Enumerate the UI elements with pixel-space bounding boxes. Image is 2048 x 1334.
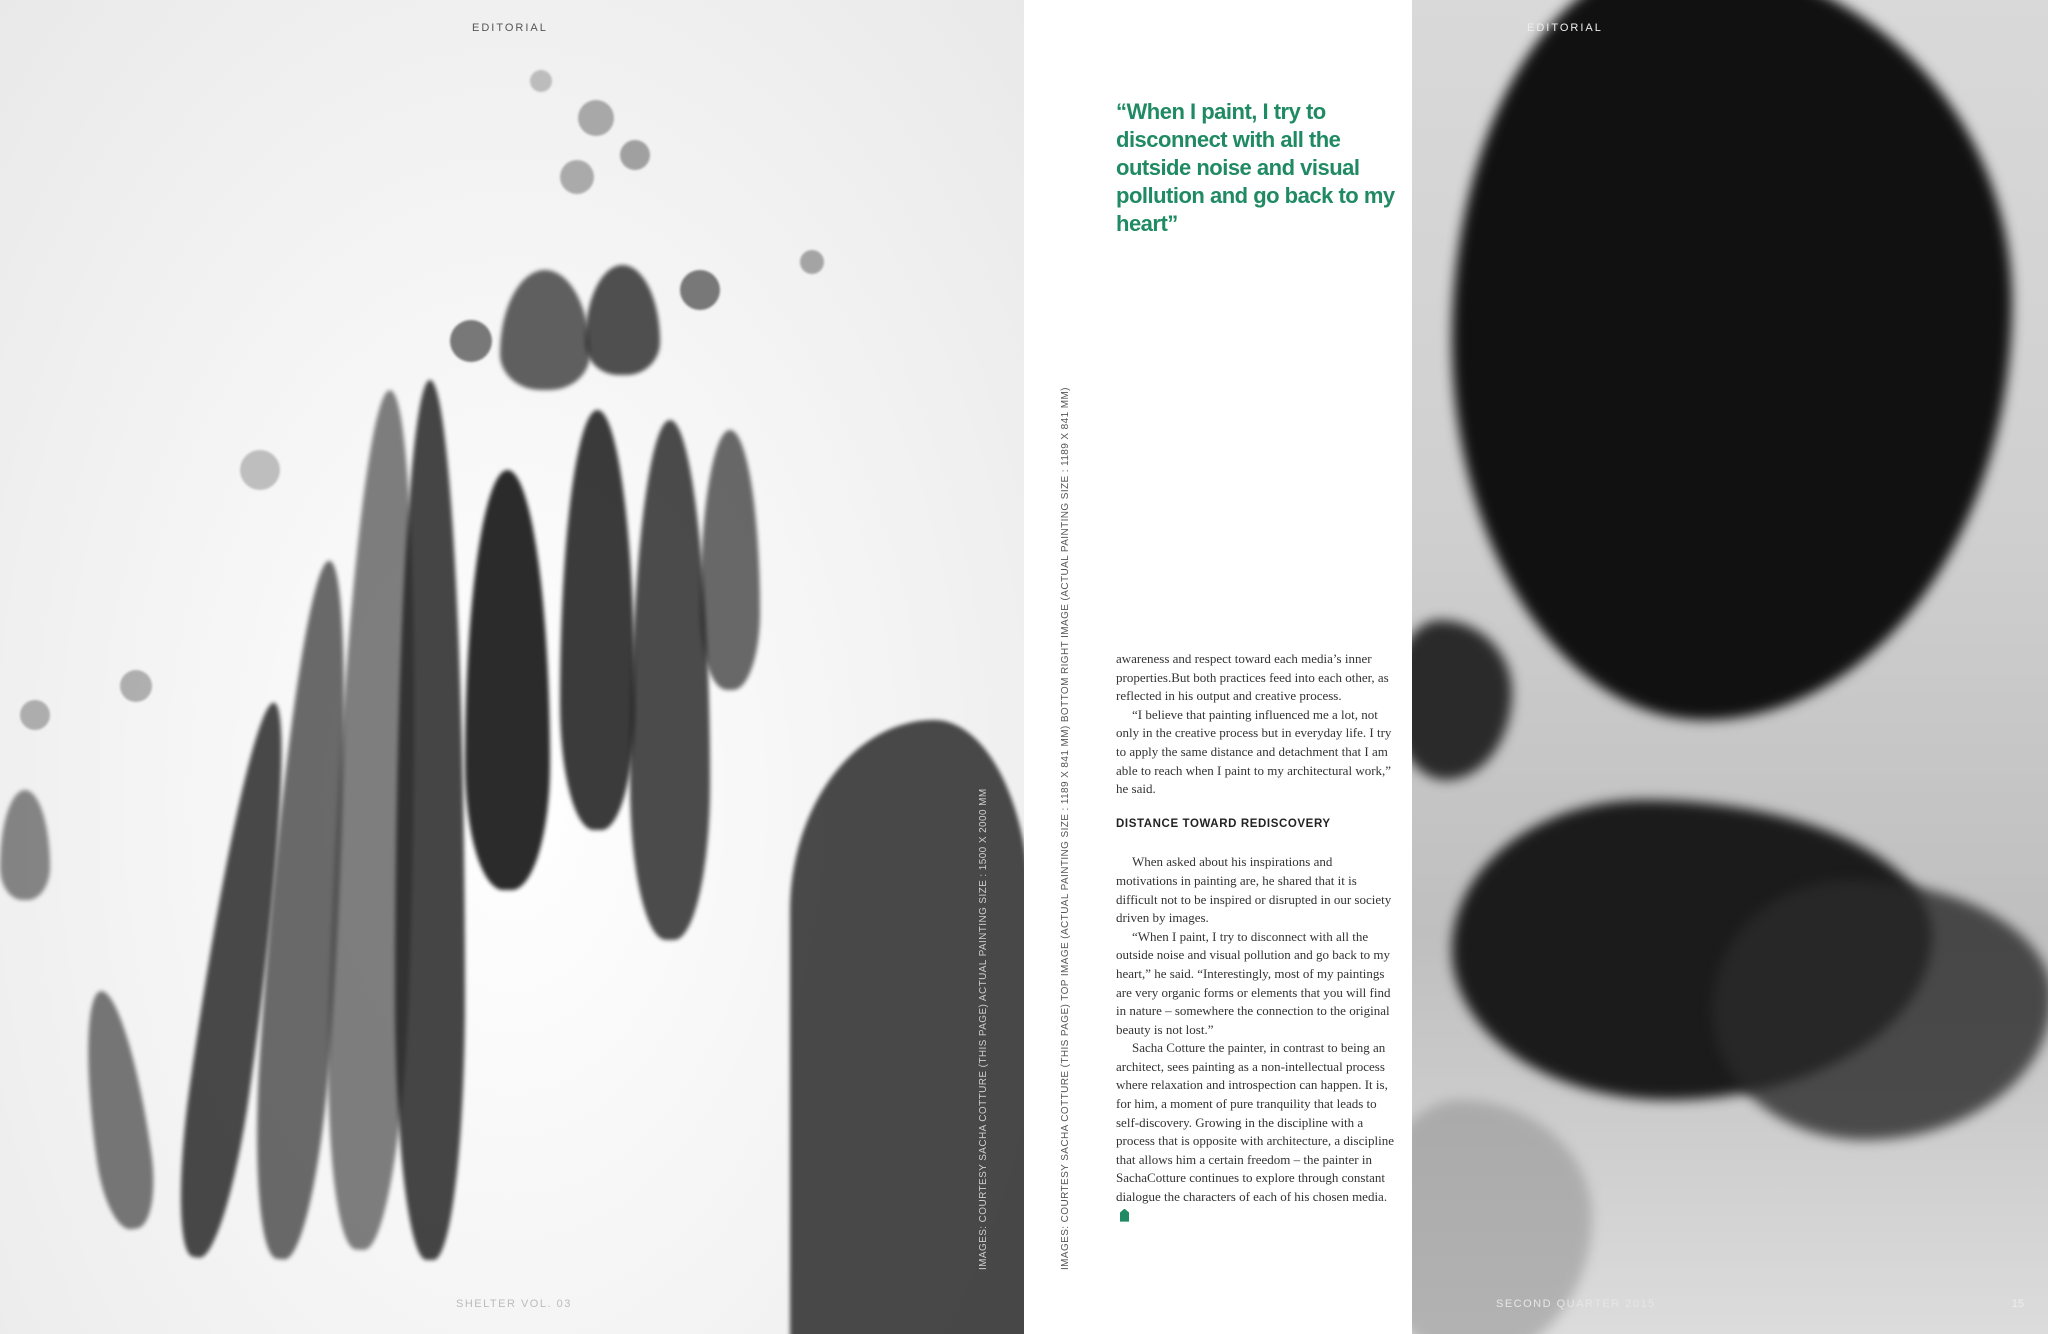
paragraph: awareness and respect toward each media’s inner properties.But both practices feed into each other, as reflected in his output and creative process. — [1116, 651, 1389, 704]
paragraph: “When I paint, I try to disconnect with all the outside noise and visual pollution and go back to my heart,” he said. “Interestingly, most of my paintings are very organic forms or elements that you will find in nature – somewhere the connection to the original beauty is not lost.” — [1116, 928, 1391, 1037]
ink-painting-right — [1412, 0, 2048, 1334]
paragraph: “I believe that painting influenced me a lot, not only in the creative process but in everyday life. I try to apply the same distance and detachment that I am able to reach when I paint to my architectural work,” he said. — [1116, 706, 1392, 797]
ink-stroke — [465, 470, 550, 890]
ink-stroke — [585, 265, 660, 375]
ink-stroke — [74, 987, 162, 1232]
photo-caption-left: IMAGES: COURTESY SACHA COTTURE (THIS PAGE) ACTUAL PAINTING SIZE : 1500 X 2000 MM — [978, 788, 989, 1270]
pull-quote: “When I paint, I try to disconnect with all the outside noise and visual pollution and go back to my heart” — [1116, 99, 1395, 236]
ink-drop — [240, 450, 280, 490]
photo-caption-right: IMAGES: COURTESY SACHA COTTURE (THIS PAGE) TOP IMAGE (ACTUAL PAINTING SIZE : 1189 X 841 MM) BOTTOM RIGHT IMAGE (ACTUAL PAINTING SIZE : 1189 X 841 MM) — [1060, 387, 1071, 1270]
ink-drop — [20, 700, 50, 730]
ink-stroke — [700, 430, 760, 690]
footer-label-right: SECOND QUARTER 2015 — [1496, 1298, 1656, 1310]
footer-label-left: SHELTER VOL. 03 — [456, 1298, 572, 1310]
ink-stroke — [630, 420, 710, 940]
paragraph: When asked about his inspirations and motivations in painting are, he shared that it is difficult not to be inspired or disrupted in our society driven by images. — [1116, 854, 1392, 926]
page-number: 15 — [2011, 1298, 2024, 1310]
ink-drop — [620, 140, 650, 170]
ink-drop — [800, 250, 824, 274]
ink-stroke — [0, 790, 50, 900]
header-label-right: EDITORIAL — [1527, 22, 1603, 34]
ink-stroke — [500, 270, 590, 390]
paragraph-text: Sacha Cotture the painter, in contrast to being an architect, sees painting as a non-intellectual process where relaxation and introspection can happen. It is, for him, a moment of pure tranquility that leads to self-discovery. Growing in the discipline with a process that is opposite with architecture, a discipline that allows him a certain freedom – the painter in SachaCotture continues to explore through constant dialogue the characters of each of his chosen media. — [1116, 1040, 1394, 1205]
section-subhead: DISTANCE TOWARD REDISCOVERY — [1116, 817, 1331, 830]
ink-stroke — [560, 410, 635, 830]
ink-drop — [530, 70, 552, 92]
ink-blob — [1452, 0, 2012, 720]
ink-blob — [1412, 620, 1512, 780]
paragraph-final — [1116, 1039, 1396, 1225]
ink-drop — [560, 160, 594, 194]
ink-drop — [680, 270, 720, 310]
ink-drop — [578, 100, 614, 136]
header-label-left: EDITORIAL — [472, 22, 548, 34]
ink-blob — [1712, 880, 2048, 1140]
ink-drop — [450, 320, 492, 362]
ink-drop — [120, 670, 152, 702]
article-body — [1116, 650, 1396, 1225]
end-mark-icon — [1120, 1209, 1129, 1222]
